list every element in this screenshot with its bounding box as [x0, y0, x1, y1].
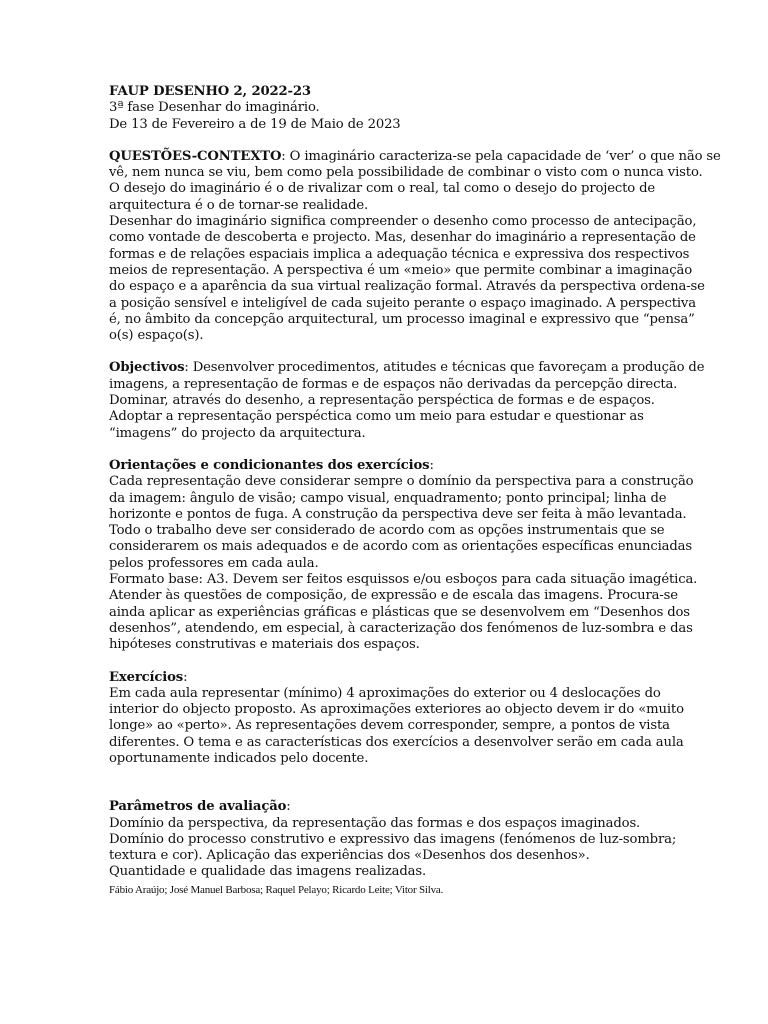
section-heading: Orientações e condicionantes dos exercícios	[109, 457, 430, 473]
section-objectivos	[109, 360, 705, 441]
course-title: FAUP DESENHO 2, 2022-23	[109, 84, 311, 99]
paragraph-line: Quantidade e qualidade das imagens realizadas.	[109, 864, 427, 880]
paragraph-line: Todo o trabalho deve ser considerado de acordo com as opções instrumentais que se	[109, 523, 665, 539]
section-heading: QUESTÕES-CONTEXTO	[109, 148, 282, 164]
paragraph-line: Atender às questões de composição, de expressão e de escala das imagens. Procura-se	[109, 588, 678, 604]
document-page	[109, 84, 721, 881]
section-orientacoes	[109, 457, 698, 654]
paragraph-line: diferentes. O tema e as características dos exercícios a desenvolver serão em cada aula	[109, 734, 684, 750]
section-first-line	[109, 360, 705, 376]
paragraph-line: horizonte e pontos de fuga. A construção da perspectiva deve ser feita à mão levantada.	[109, 506, 687, 522]
section-first-line	[109, 148, 721, 165]
paragraph-line: considerarem os mais adequados e de acordo com as orientações específicas enunciadas	[109, 539, 693, 555]
paragraph-line: Domínio da perspectiva, da representação das formas e dos espaços imaginados.	[109, 815, 641, 831]
paragraph-line: Formato base: A3. Devem ser feitos esquissos e/ou esboços para cada situação imagética.	[109, 572, 698, 588]
section-intro-text: : Desenvolver procedimentos, atitudes e técnicas que favoreçam a produção de	[184, 360, 705, 376]
section-heading-colon: :	[183, 669, 188, 685]
authors-signature: Fábio Araújo; José Manuel Barbosa; Raquel Pelayo; Ricardo Leite; Vitor Silva.	[109, 884, 444, 896]
paragraph-line: Desenhar do imaginário significa compreender o desenho como processo de antecipação,	[109, 214, 697, 230]
paragraph-line: da imagem: ângulo de visão; campo visual, enquadramento; ponto principal; linha de	[109, 490, 667, 506]
paragraph-line: desenhos”, atendendo, em especial, à caracterização dos fenómenos de luz-sombra e das	[109, 620, 693, 636]
section-exercicios	[109, 669, 684, 768]
paragraph-line: Domínio do processo construtivo e expressivo das imagens (fenómenos de luz-sombra;	[109, 831, 677, 847]
paragraph-line: do espaço e a aparência da sua virtual realização formal. Através da perspectiva ordena-se	[109, 279, 705, 295]
paragraph-line: é, no âmbito da concepção arquitectural, um processo imaginal e expressivo que “pensa”	[109, 311, 695, 327]
section-first-line	[109, 670, 661, 686]
section-questoes-contexto	[109, 148, 721, 345]
paragraph-line: longe» ao «perto». As representações devem corresponder, sempre, a pontos de vista	[109, 718, 670, 734]
paragraph-line: oportunamente indicados pelo docente.	[109, 750, 369, 766]
section-heading: Parâmetros de avaliação	[109, 799, 287, 815]
paragraph-line: imagens, a representação de formas e de espaços não derivadas da percepção directa.	[109, 376, 678, 392]
section-first-line	[109, 799, 661, 815]
document-header	[109, 84, 661, 133]
paragraph-line: interior do objecto proposto. As aproximações exteriores ao objecto devem ir do «muito	[109, 702, 684, 718]
phase-title: 3ª fase Desenhar do imaginário.	[109, 100, 320, 116]
paragraph-line: ainda aplicar as experiências gráficas e plásticas que se desenvolvem em “Desenhos dos	[109, 604, 690, 620]
paragraph-line: textura e cor). Aplicação das experiências dos «Desenhos dos desenhos».	[109, 848, 590, 864]
section-heading-colon: :	[429, 457, 434, 473]
section-heading: Objectivos	[109, 360, 185, 376]
paragraph-line: Adoptar a representação perspéctica como um meio para estudar e questionar as	[109, 409, 644, 425]
section-heading-colon: :	[286, 799, 291, 815]
paragraph-line: Cada representação deve considerar sempre o domínio da perspectiva para a construção	[109, 474, 694, 490]
section-heading: Exercícios	[109, 669, 184, 685]
paragraph-line: o(s) espaço(s).	[109, 328, 204, 344]
paragraph-line: Dominar, através do desenho, a representação perspéctica de formas e de espaços.	[109, 393, 655, 409]
paragraph-line: vê, nem nunca se viu, bem como pela possibilidade de combinar o visto com o nunca visto.	[109, 165, 703, 181]
paragraph-line: O desejo do imaginário é o de rivalizar com o real, tal como o desejo do projecto de	[109, 181, 656, 197]
section-parametros	[109, 799, 677, 880]
section-intro-text: : O imaginário caracteriza-se pela capacidade de ‘ver’ o que não se	[281, 148, 721, 164]
paragraph-line: formas e de relações espaciais implica a adequação técnica e expressiva dos respectivos	[109, 246, 690, 262]
paragraph-line: hipóteses construtivas e materiais dos espaços.	[109, 637, 420, 653]
paragraph-line: arquitectura é o de tornar-se realidade.	[109, 197, 369, 213]
paragraph-line: “imagens” do projecto da arquitectura.	[109, 425, 366, 441]
paragraph-line: a posição sensível e inteligível de cada sujeito perante o espaço imaginado. A perspectiva	[109, 295, 696, 311]
paragraph-line: como vontade de descoberta e projecto. Mas, desenhar do imaginário a representação de	[109, 230, 696, 246]
paragraph-line: Em cada aula representar (mínimo) 4 aproximações do exterior ou 4 deslocações do	[109, 685, 661, 701]
paragraph-line: pelos professores em cada aula.	[109, 555, 319, 571]
section-first-line	[109, 458, 661, 474]
date-range: De 13 de Fevereiro a de 19 de Maio de 2023	[109, 116, 401, 132]
paragraph-line: meios de representação. A perspectiva é um «meio» que permite combinar a imaginação	[109, 262, 692, 278]
